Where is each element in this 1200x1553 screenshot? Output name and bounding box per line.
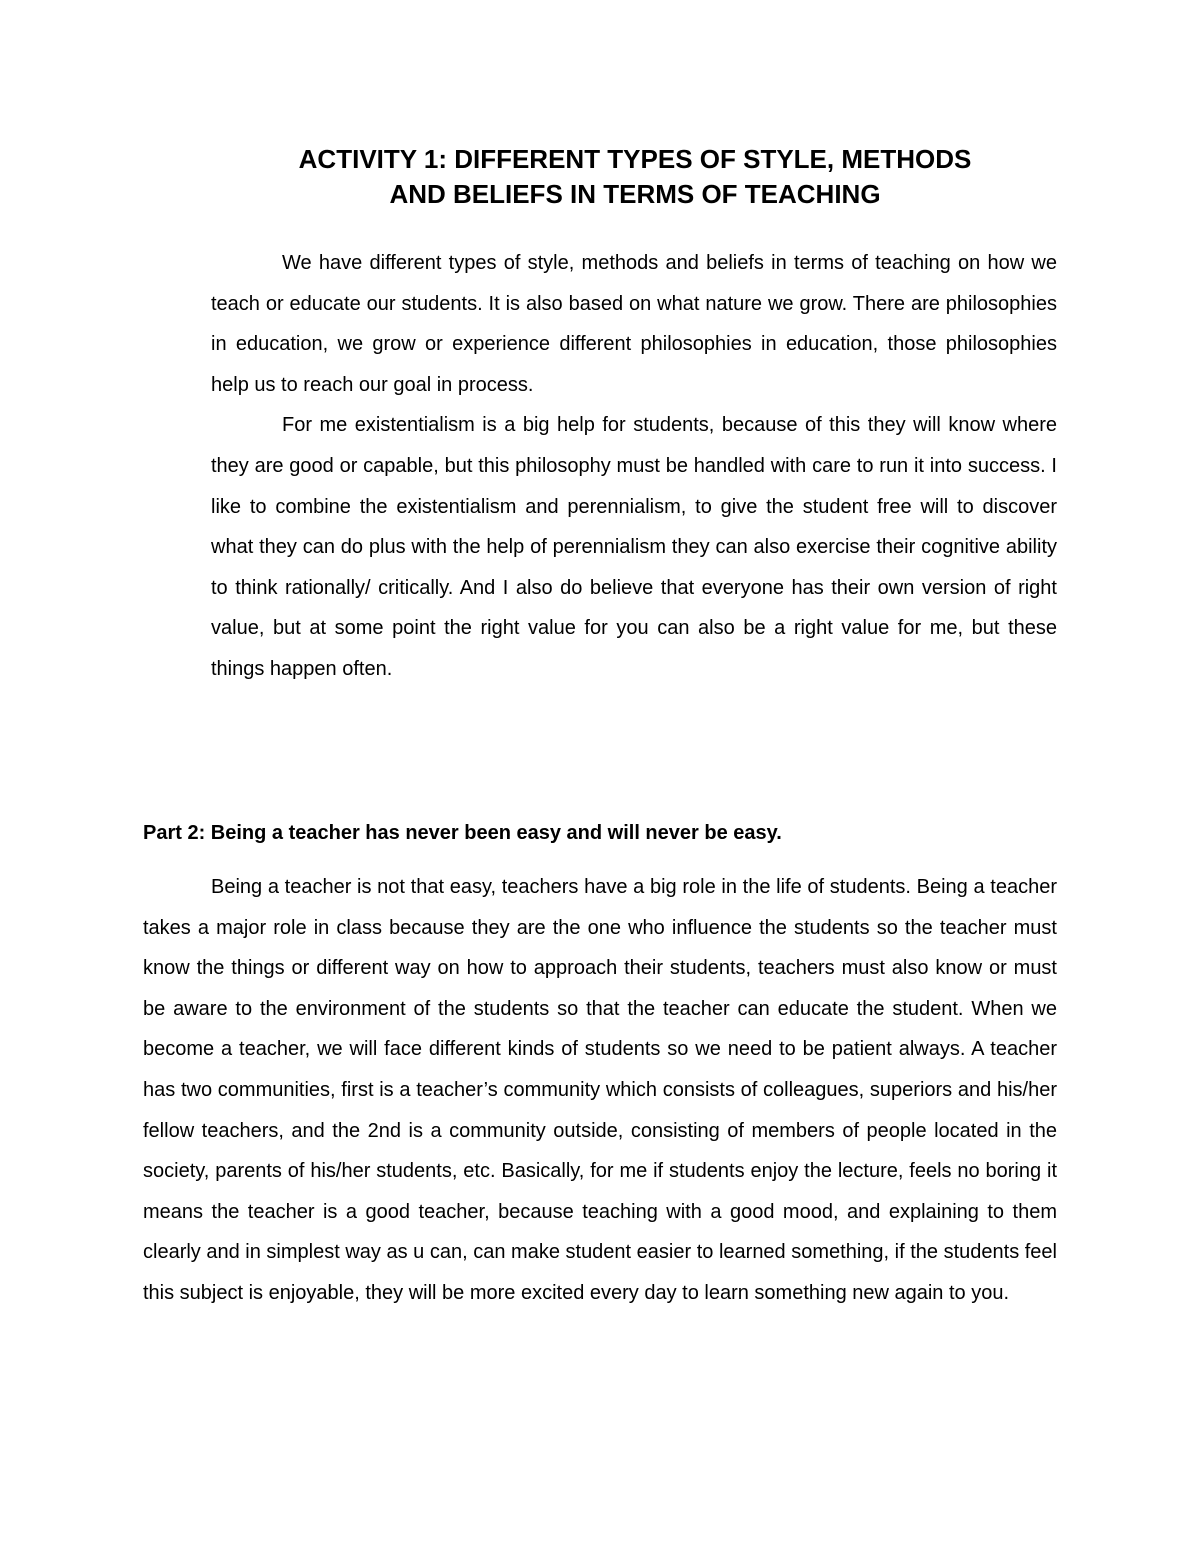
document-title: [180, 142, 1090, 212]
activity-1-body: [211, 243, 1057, 690]
paragraph-existentialism: For me existentialism is a big help for students, because of this they will know where they are good or capable, but this philosophy must be handled with care to run it into success. I like to combine the existentialism and perennialism, to give the student free will to discover what they can do plus with the help of perennialism they can also exercise their cognitive ability to think rationally/ critically. And I also do believe that everyone has their own version of right value, but at some point the right value for you can also be a right value for me, but these things happen often.: [211, 414, 1057, 680]
paragraph-being-a-teacher: Being a teacher is not that easy, teachers have a big role in the life of students. Being a teacher takes a major role in class because they are the one who influence the students so the teacher must know the things or different way on how to approach their students, teachers must also know or must be aware to the environment of the students so that the teacher can educate the student. When we become a teacher, we will face different kinds of students so we need to be patient always. A teacher has two communities, first is a teacher’s community which consists of colleagues, superiors and his/her fellow teachers, and the 2nd is a community outside, consisting of members of people located in the society, parents of his/her students, etc. Basically, for me if students enjoy the lecture, feels no boring it means the teacher is a good teacher, because teaching with a good mood, and explaining to them clearly and in simplest way as u can, can make student easier to learned something, if the students feel this subject is enjoyable, they will be more excited every day to learn something new again to you.: [143, 876, 1057, 1304]
title-line-2: AND BELIEFS IN TERMS OF TEACHING: [389, 179, 881, 209]
title-line-1: ACTIVITY 1: DIFFERENT TYPES OF STYLE, METHODS: [298, 144, 972, 174]
paragraph-teaching-philosophies: We have different types of style, methods and beliefs in terms of teaching on how we teach or educate our students. It is also based on what nature we grow. There are philosophies in education, we grow or experience different philosophies in education, those philosophies help us to reach our goal in process.: [211, 252, 1057, 396]
part-2-body: [143, 867, 1057, 1314]
part-2-heading: Part 2: Being a teacher has never been easy and will never be easy.: [143, 822, 782, 844]
